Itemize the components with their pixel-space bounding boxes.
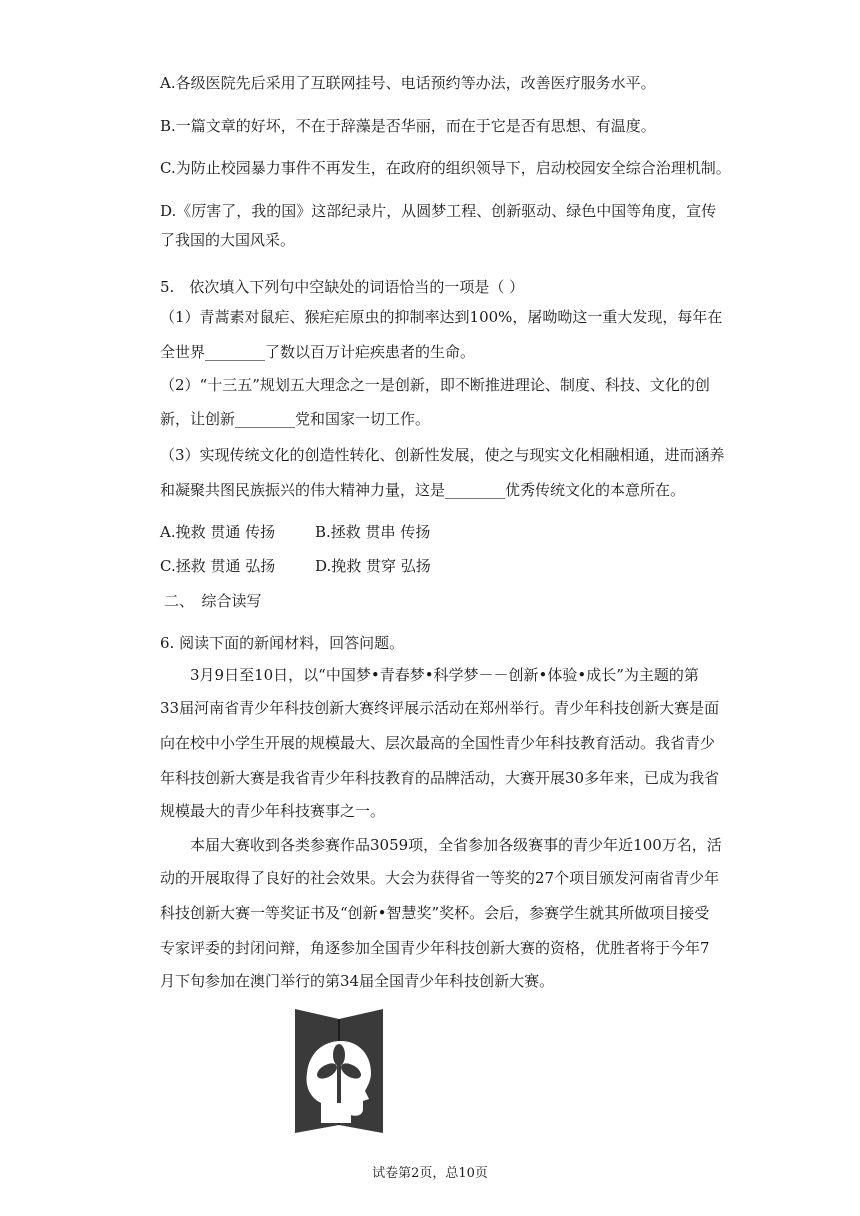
q6-para2-line3: 科技创新大赛一等奖证书及“创新•智慧奖”奖杯。会后，参赛学生就其所做项目接受	[160, 904, 710, 922]
q4-option-b: B.一篇文章的好坏，不在于辞藻是否华丽，而在于它是否有思想、有温度。	[160, 117, 656, 135]
q6-para1-line5: 规模最大的青少年科技赛事之一。	[160, 802, 386, 820]
q6-stem: 6. 阅读下面的新闻材料，回答问题。	[160, 634, 405, 652]
q5-sentence-3b: 和凝聚共图民族振兴的伟大精神力量，这是________优秀传统文化的本意所在。	[160, 481, 686, 499]
q6-para1-line2: 33届河南省青少年科技创新大赛终评展示活动在郑州举行。青少年科技创新大赛是面	[160, 699, 720, 717]
q5-option-a: A.挽救 贯通 传扬	[160, 523, 276, 541]
head-sprout-book-logo-icon	[291, 1003, 387, 1139]
q5-sentence-2b: 新，让创新________党和国家一切工作。	[160, 410, 431, 428]
q5-option-c: C.拯救 贯通 弘扬	[160, 557, 276, 575]
q6-para1-line1: 3月9日至10日，以“中国梦•青春梦•科学梦－－创新•体验•成长”为主题的第	[190, 666, 699, 684]
q4-option-d: D.《厉害了，我的国》这部纪录片，从圆梦工程、创新驱动、绿色中国等角度，宣传	[160, 202, 717, 220]
q5-option-b: B.拯救 贯串 传扬	[315, 523, 431, 541]
q6-para2-line2: 动的开展取得了良好的社会效果。大会为获得省一等奖的27个项目颁发河南省青少年	[160, 869, 720, 887]
q4-option-a: A.各级医院先后采用了互联网挂号、电话预约等办法，改善医疗服务水平。	[160, 74, 656, 92]
q5-sentence-3a: （3）实现传统文化的创造性转化、创新性发展，使之与现实文化相融相通，进而涵养	[160, 446, 725, 464]
q5-options-row-2	[160, 555, 431, 577]
q5-sentence-1a: （1）青蒿素对鼠疟、猴疟疟原虫的抑制率达到100%，屠呦呦这一重大发现，每年在	[160, 308, 723, 326]
q4-option-c: C.为防止校园暴力事件不再发生，在政府的组织领导下，启动校园安全综合治理机制。	[160, 159, 731, 177]
q4-option-d-cont: 了我国的大国风采。	[160, 231, 296, 249]
q6-para2-line4: 专家评委的封闭问辩，角逐参加全国青少年科技创新大赛的资格，优胜者将于今年7	[160, 939, 710, 957]
section-heading: 二、 综合读写	[164, 592, 262, 610]
q5-options-row-1	[160, 521, 430, 543]
q5-sentence-1b: 全世界________了数以百万计疟疾患者的生命。	[160, 343, 476, 361]
q5-option-d: D.挽救 贯穿 弘扬	[315, 557, 431, 575]
q6-para2-line1: 本届大赛收到各类参赛作品3059项，全省参加各级赛事的青少年近100万名，活	[190, 836, 722, 854]
q6-para1-line4: 年科技创新大赛是我省青少年科技教育的品牌活动，大赛开展30多年来，已成为我省	[160, 769, 720, 787]
q6-para1-line3: 向在校中小学生开展的规模最大、层次最高的全国性青少年科技教育活动。我省青少	[160, 734, 716, 752]
q6-para2-line5: 月下旬参加在澳门举行的第34届全国青少年科技创新大赛。	[160, 972, 555, 990]
q5-sentence-2a: （2）“十三五”规划五大理念之一是创新，即不断推进理论、制度、科技、文化的创	[160, 376, 710, 394]
q5-stem: 5. 依次填入下列句中空缺处的词语恰当的一项是（ ）	[160, 278, 525, 296]
page-footer: 试卷第2页，总10页	[372, 1166, 488, 1181]
